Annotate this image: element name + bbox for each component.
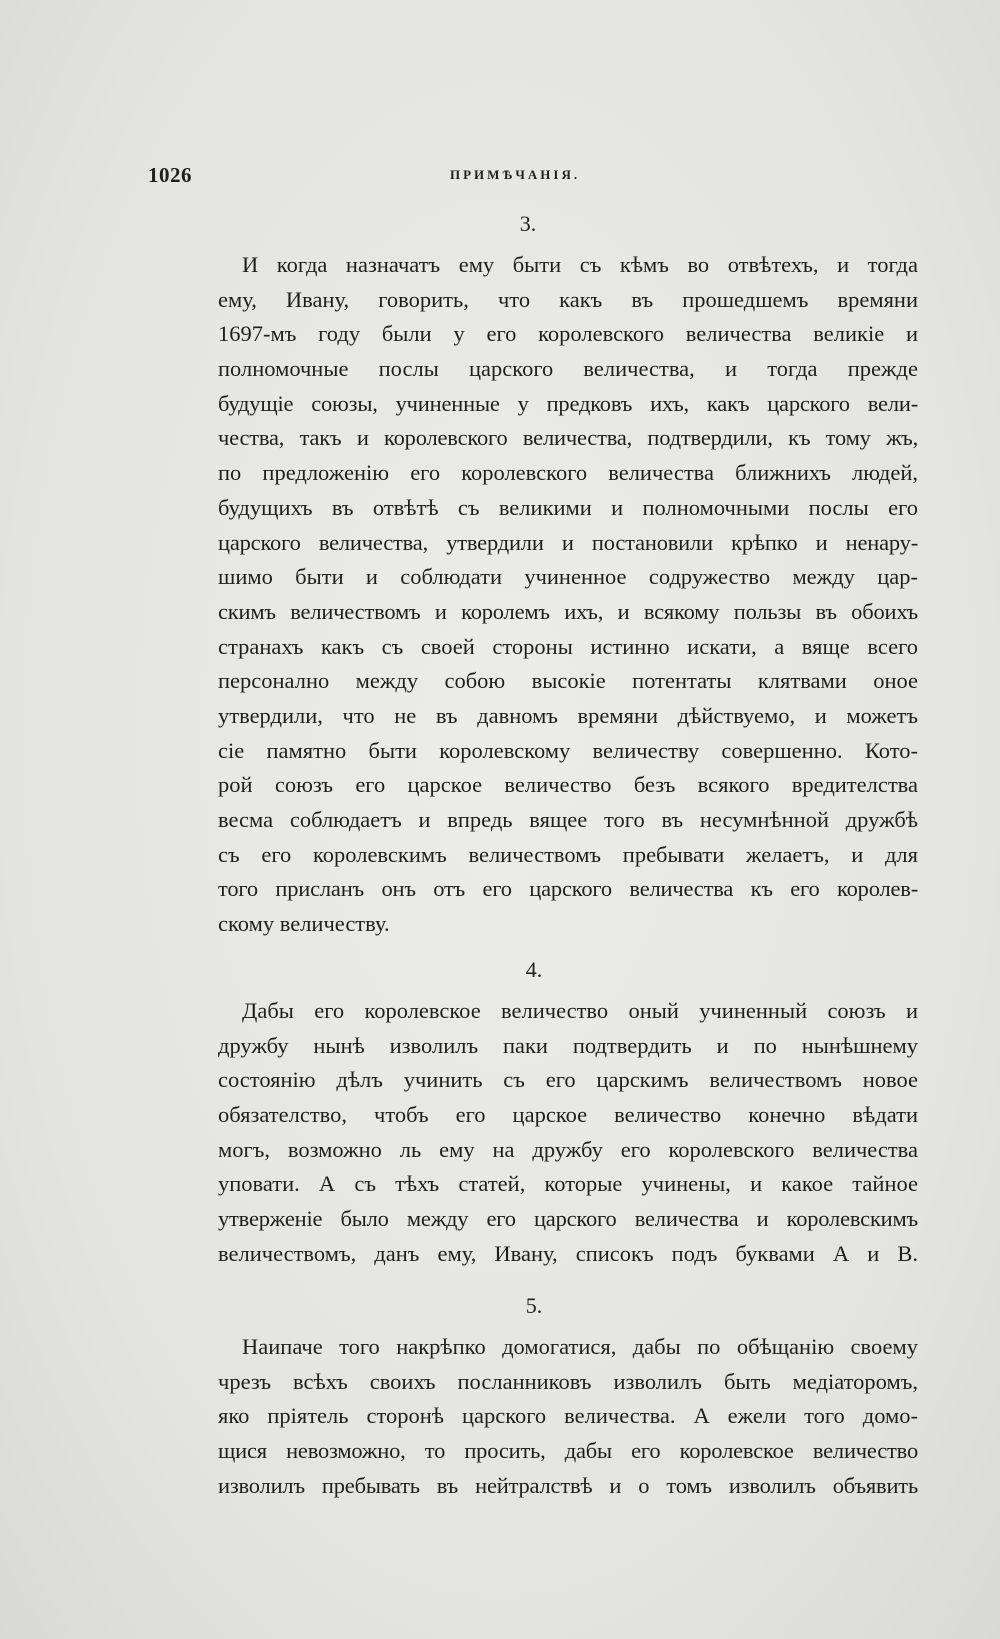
section-5-text [218, 1330, 918, 1503]
section-3-text [218, 248, 918, 942]
text-line: будущіе союзы, учиненные у предковъ ихъ, какъ царского вели- [218, 390, 918, 416]
section-number-4: 4. [525, 957, 543, 982]
text-line: Дабы его королевское величество оный учиненный союзъ и [242, 998, 918, 1023]
text-line: дружбу нынѣ изволилъ паки подтвердить и по нынѣшнему [218, 1032, 918, 1058]
text-line: скимъ величествомъ и королемъ ихъ, и всякому пользы въ обоихъ [218, 598, 918, 624]
text-line: рой союзъ его царское величество безъ всякого вредителства [218, 772, 918, 798]
text-line: 1697-мъ году были у его королевского величества великіе и [218, 321, 918, 347]
text-line: утверженіе было между его царского величества и королевскимъ [218, 1206, 918, 1232]
text-line: ему, Ивану, говорить, что какъ въ прошедшемъ времяни [218, 286, 918, 312]
text-line: скому величеству. [218, 911, 390, 937]
text-line: утвердили, что не въ давномъ времяни дѣйствуемо, и можетъ [218, 702, 918, 728]
text-line: будущихъ въ отвѣтѣ съ великими и полномочными послы его [218, 494, 918, 520]
text-line: щися невозможно, то просить, дабы его королевское величество [218, 1438, 918, 1464]
section-4-text [218, 994, 918, 1272]
text-line: персонално между собою высокіе потентаты клятвами оное [218, 668, 918, 694]
text-line: весма соблюдаетъ и впредь вящее того въ несумнѣнной дружбѣ [218, 807, 918, 832]
section-number-3: 3. [519, 211, 537, 236]
text-line: уповати. А съ тѣхъ статей, которые учинены, и какое тайное [218, 1171, 918, 1197]
text-line: обязателство, чтобъ его царское величество конечно вѣдати [218, 1102, 918, 1128]
text-line: чрезъ всѣхъ своихъ посланниковъ изволилъ быть медіаторомъ, [218, 1368, 918, 1394]
text-line: по предложенію его королевского величества ближнихъ людей, [218, 460, 918, 486]
text-line: царского величества, утвердили и постановили крѣпко и ненару- [218, 529, 918, 555]
text-line: полномочные послы царского величества, и тогда прежде [218, 356, 918, 382]
running-header [148, 163, 808, 193]
text-line: яко пріятель сторонѣ царского величества. А ежели того домо- [218, 1403, 918, 1429]
text-line: сіе памятно быти королевскому величеству совершенно. Кото- [218, 737, 918, 763]
section-number-5: 5. [525, 1293, 543, 1318]
text-line: съ его королевскимъ величествомъ пребывати желаетъ, и для [218, 841, 918, 867]
text-line: шимо быти и соблюдати учиненное содружество между цар- [218, 564, 918, 590]
page-number: 1026 [148, 163, 192, 187]
text-line: И когда назначатъ ему быти съ кѣмъ во отвѣтехъ, и тогда [242, 252, 918, 277]
text-line: могъ, возможно ль ему на дружбу его королевского величества [218, 1136, 918, 1162]
text-line: состоянію дѣлъ учинить съ его царскимъ величествомъ новое [218, 1067, 918, 1093]
text-line: чества, такъ и королевского величества, подтвердили, къ тому жъ, [218, 425, 918, 451]
text-line: изволилъ пребывать въ нейтралствѣ и о томъ изволилъ объявить [218, 1472, 918, 1498]
page-header-title: ПРИМѢЧАНІЯ. [450, 167, 581, 182]
text-line: того присланъ онъ отъ его царского величества къ его королев- [218, 876, 918, 902]
text-line: странахъ какъ съ своей стороны истинно искати, а вяще всего [218, 633, 918, 659]
text-line: Наипаче того накрѣпко домогатися, дабы по обѣщанію своему [242, 1334, 918, 1359]
text-line: величествомъ, данъ ему, Ивану, списокъ подъ буквами А и В. [218, 1240, 918, 1266]
